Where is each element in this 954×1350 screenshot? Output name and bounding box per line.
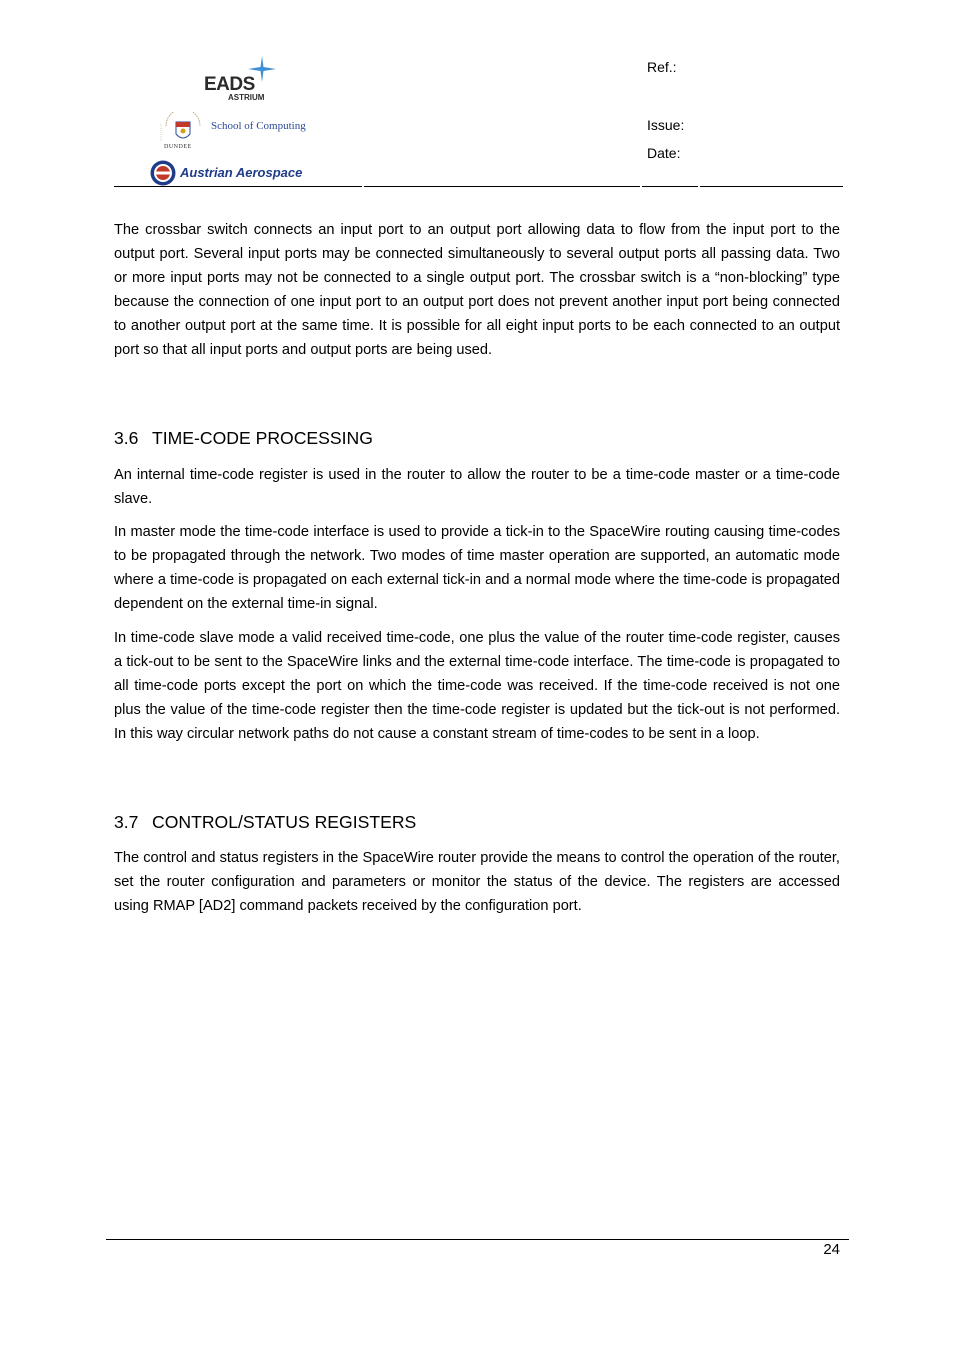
austrian-emblem-icon [150, 160, 176, 186]
paragraph-control-status: The control and status registers in the SpaceWire router provide the means to control the operation of the router, set the router configuration and parameters or monitor the status of the device. The registers are accessed using RMAP [AD2] command packets received by the configuration port. [114, 850, 840, 914]
date-label: Date: [647, 145, 681, 161]
footer-rule [106, 1239, 849, 1240]
section-number: 3.7 [114, 812, 139, 832]
section-heading-3-6 [114, 428, 373, 449]
austrian-aerospace-text: Austrian Aerospace [180, 165, 303, 180]
section-title: CONTROL/STATUS REGISTERS [152, 812, 417, 832]
paragraph-master-mode: In master mode the time-code interface is used to provide a tick-in to the SpaceWire routing causing time-codes to be propagated through the network. Two modes of time master operation are supported, an automatic mode where a time-code is propagated on each external tick-in and a normal mode where the time-code is propagated dependent on the external time-in signal. [114, 524, 840, 612]
ref-label: Ref.: [647, 59, 677, 75]
section-title: TIME-CODE PROCESSING [152, 428, 373, 448]
eads-logo-text: EADS [204, 74, 255, 95]
header-rule [700, 186, 843, 187]
header-rule [364, 186, 640, 187]
dundee-text: DUNDEE [164, 144, 192, 150]
dundee-logo [150, 110, 340, 156]
astrium-logo-text: ASTRIUM [228, 93, 265, 102]
school-of-computing-text: School of Computing [211, 120, 306, 132]
header-rule [114, 186, 362, 187]
paragraph-time-code-register: An internal time-code register is used in the router to allow the router to be a time-code master or a time-code slave. [114, 467, 840, 507]
page-number: 24 [823, 1241, 840, 1258]
paragraph-slave-mode: In time-code slave mode a valid received time-code, one plus the value of the router time-code register, causes a tick-out to be sent to the SpaceWire links and the external time-code interface. The time-code is propagated to all time-code ports except the port on which the time-code was received. If the time-code received is not one plus the value of the time-code register then the time-code register is updated but the tick-out is not performed. In this way circular network paths do not cause a constant stream of time-codes to be sent in a loop. [114, 630, 840, 742]
austrian-aerospace-logo [150, 160, 340, 188]
eads-astrium-logo [200, 56, 280, 106]
issue-label: Issue: [647, 117, 685, 133]
section-heading-3-7 [114, 812, 416, 833]
paragraph-crossbar-switch: The crossbar switch connects an input port to an output port allowing data to flow from the input port to the output port. Several input ports may be connected simultaneously to several output ports all passing data. Two or more input ports may not be connected to a single output port. The crossbar switch is a “non-blocking” type because the connection of one input port to an output port does not prevent another input port being connected to another output port at the same time. It is possible for all eight input ports to be each connected to an output port so that all input ports and output ports are being used. [114, 222, 840, 358]
section-number: 3.6 [114, 428, 139, 448]
header-rule [642, 186, 698, 187]
